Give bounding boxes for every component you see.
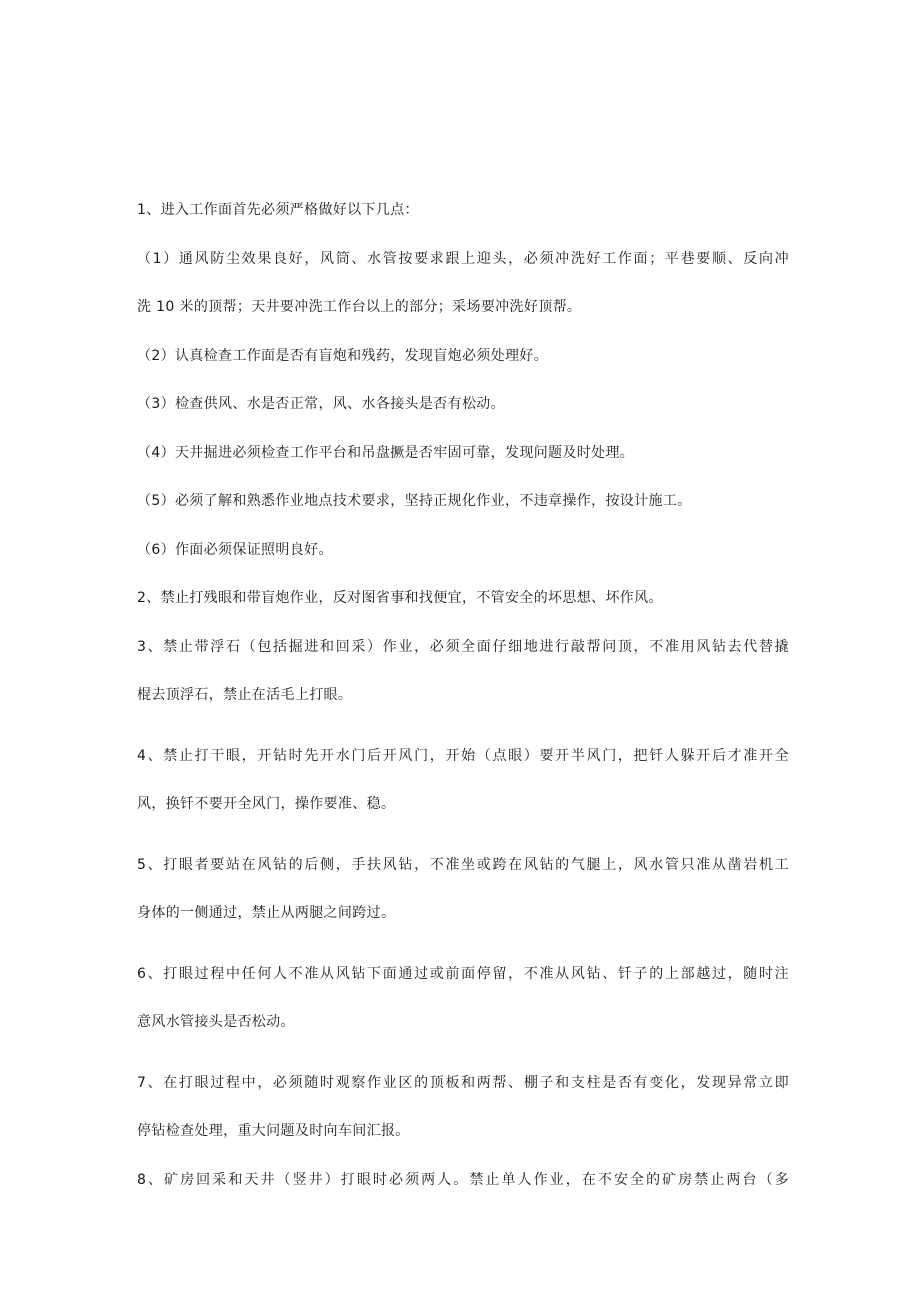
text-line: 3、禁止带浮石（包括掘进和回采）作业，必须全面仔细地进行敲帮问顶，不准用风钻去代替撬 xyxy=(137,638,789,655)
text-line: （2）认真检查工作面是否有盲炮和残药，发现盲炮必须处理好。 xyxy=(137,347,549,364)
paragraph-4 xyxy=(137,732,789,829)
text-line: 6、打眼过程中任何人不准从风钻下面通过或前面停留，不准从风钻、钎子的上部越过，随时注 xyxy=(137,965,789,982)
text-line: （3）检查供风、水是否正常，风、水各接头是否有松动。 xyxy=(137,396,506,412)
text-line: 2、禁止打残眼和带盲炮作业，反对图省事和找便宜，不管安全的坏思想、坏作风。 xyxy=(137,590,663,606)
text-line: （1）通风防尘效果良好，风筒、水管按要求跟上迎头，必须冲洗好工作面；平巷要顺、反向冲 xyxy=(137,250,789,267)
paragraph-1-6 xyxy=(137,538,789,562)
paragraph-2 xyxy=(137,586,789,610)
text-line: 棍去顶浮石，禁止在活毛上打眼。 xyxy=(137,687,353,703)
text-line: （5）必须了解和熟悉作业地点技术要求，坚持正规化作业，不违章操作，按设计施工。 xyxy=(137,493,692,509)
text-line: 5、打眼者要站在风钻的后侧，手扶风钻，不准坐或跨在风钻的气腿上，风水管只准从凿岩机工 xyxy=(137,856,789,873)
text-line: 7、在打眼过程中，必须随时观察作业区的顶板和两帮、棚子和支柱是否有变化，发现异常立即 xyxy=(137,1074,789,1091)
text-line: （4）天井掘进必须检查工作平台和吊盘撅是否牢固可靠，发现问题及时处理。 xyxy=(137,444,635,461)
paragraph-1-1 xyxy=(137,235,789,332)
text-line: 8、矿房回采和天井（竖井）打眼时必须两人。禁止单人作业，在不安全的矿房禁止两台（多 xyxy=(137,1171,789,1188)
paragraph-1-5 xyxy=(137,489,789,513)
paragraph-1-4 xyxy=(137,441,789,465)
text-line: （6）作面必须保证照明良好。 xyxy=(137,541,333,558)
text-line: 1、进入工作面首先必须严格做好以下几点： xyxy=(137,202,419,218)
paragraph-5 xyxy=(137,841,789,938)
document-body xyxy=(137,198,789,1192)
paragraph-3 xyxy=(137,623,789,720)
text-line: 身体的一侧通过，禁止从两腿之间跨过。 xyxy=(137,905,396,921)
paragraph-1-3 xyxy=(137,392,789,416)
paragraph-7 xyxy=(137,1059,789,1156)
text-line: 4、禁止打干眼，开钻时先开水门后开风门，开始（点眼）要开半风门，把钎人躲开后才准开全 xyxy=(137,747,789,764)
text-line: 风，换钎不要开全风门，操作要准、稳。 xyxy=(137,796,396,812)
text-line: 意风水管接头是否松动。 xyxy=(137,1014,295,1030)
text-line: 停钻检查处理，重大问题及时向车间汇报。 xyxy=(137,1123,410,1139)
paragraph-6 xyxy=(137,950,789,1047)
paragraph-1 xyxy=(137,198,789,222)
paragraph-1-2 xyxy=(137,344,789,368)
text-line: 洗 10 米的顶帮；天井要冲洗工作台以上的部分；采场要冲洗好顶帮。 xyxy=(137,299,582,315)
paragraph-8 xyxy=(137,1168,789,1192)
